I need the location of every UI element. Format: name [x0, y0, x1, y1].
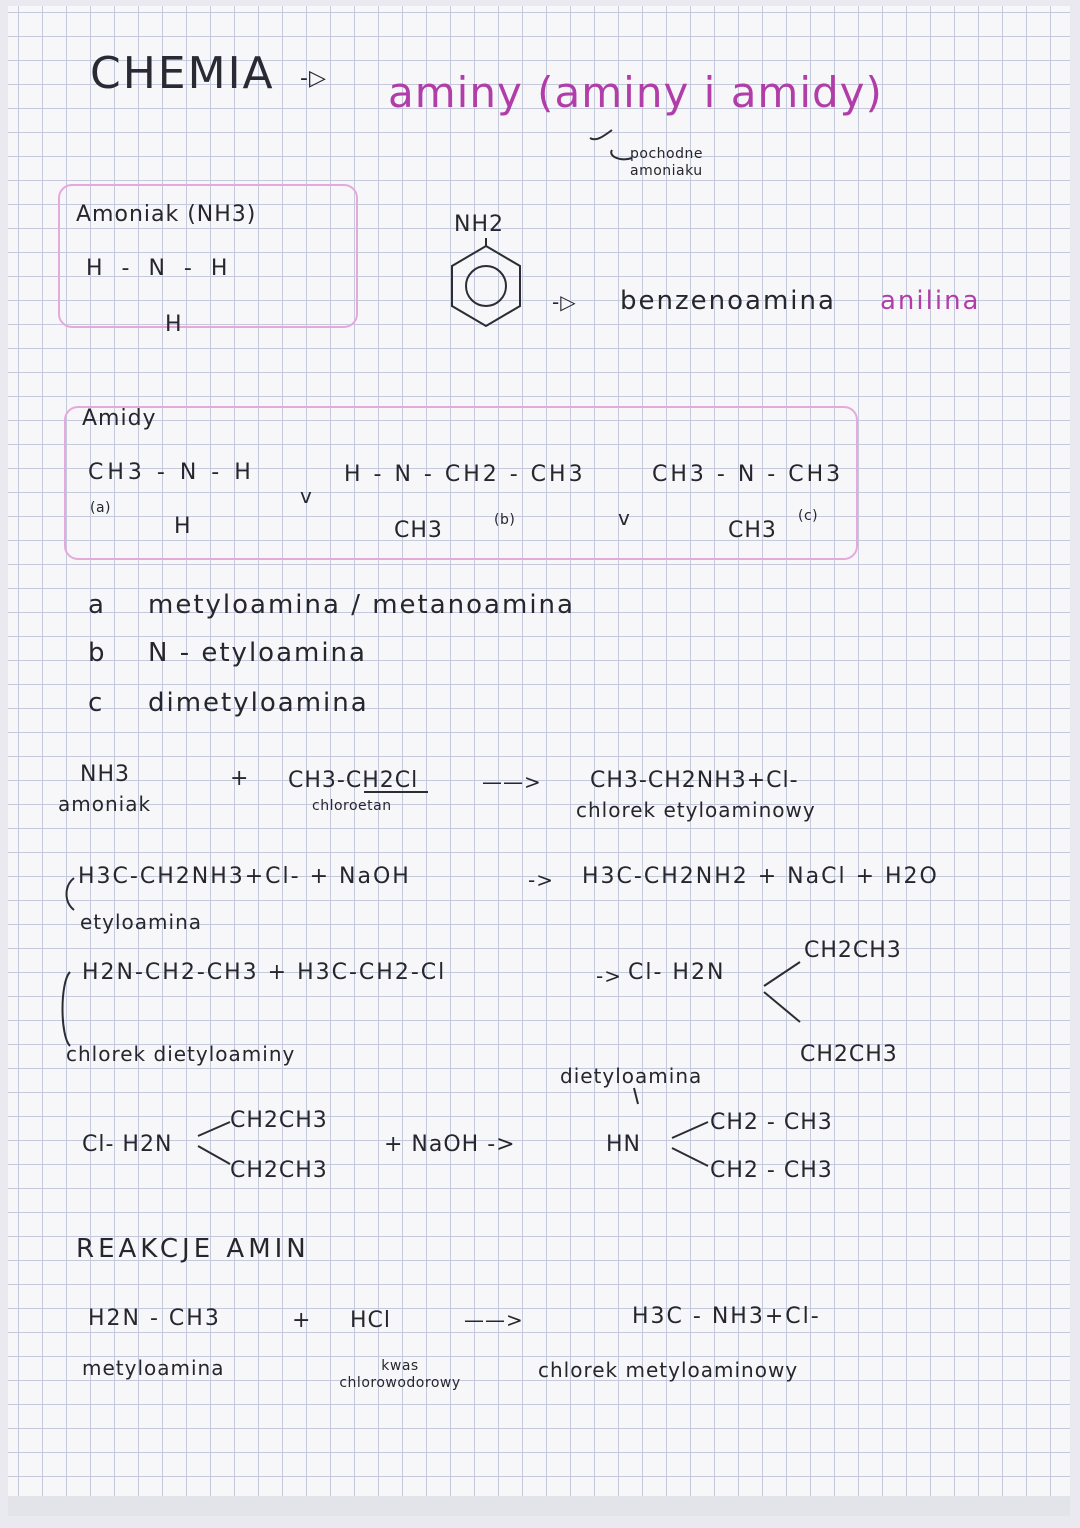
benzene-alt-name: anilina: [880, 286, 981, 316]
r3-product-sub-top: CH2CH3: [804, 938, 902, 963]
note-arrow-link: [611, 150, 632, 159]
benzene-ring-circle: [466, 266, 506, 306]
notebook-page: [8, 6, 1070, 1516]
r4-salt-branch-down: [198, 1146, 230, 1164]
benzene-name: benzenoamina: [620, 286, 836, 316]
r2-bracket: [67, 878, 75, 910]
ammonia-formula-row: H - N - H: [86, 256, 234, 281]
name-c-letter: c: [88, 688, 105, 718]
r3-arrow: ->: [596, 964, 622, 988]
name-a-text: metyloamina / metanoamina: [148, 590, 575, 620]
r3-name: chlorek dietyloaminy: [66, 1042, 296, 1066]
amine-a-bottom: H: [174, 514, 192, 539]
r2-left: H3C-CH2NH3+Cl- + NaOH: [78, 864, 411, 889]
r4-product-name: dietyloamina: [560, 1064, 703, 1088]
title-arrow: -▷: [300, 66, 327, 91]
amine-a-tag: (a): [90, 500, 112, 516]
r4-name-pointer: [634, 1088, 638, 1104]
benzene-ring: [452, 246, 520, 326]
r5-plus: +: [292, 1308, 312, 1333]
amine-b-tag: (b): [494, 512, 516, 528]
r4-prod-branch-down: [672, 1148, 708, 1166]
r4-prod-branch-up: [672, 1122, 708, 1138]
ammonia-label: Amoniak (NH3): [76, 202, 257, 227]
note-pochodne-amoniaku: pochodne amoniaku: [630, 146, 703, 179]
note-arrow-curve: [590, 130, 612, 139]
r4-salt-head: Cl- H2N: [82, 1132, 173, 1157]
handwritten-strokes: [8, 6, 1070, 1516]
title-chemia: CHEMIA: [90, 48, 275, 99]
compare-sign-2: v: [618, 506, 631, 530]
r2-arrow: ->: [528, 868, 554, 892]
compare-sign-1: v: [300, 484, 313, 508]
r2-product-name: etyloamina: [80, 910, 203, 934]
name-a-letter: a: [88, 590, 106, 620]
name-b-letter: b: [88, 638, 107, 668]
r4-salt-bottom: CH2CH3: [230, 1158, 328, 1183]
r5-arrow: ——>: [464, 1308, 524, 1332]
r5-reactant1-name: metyloamina: [82, 1356, 225, 1380]
r3-bracket: [63, 972, 71, 1046]
r1-reactant2: CH3-CH2Cl: [288, 768, 419, 793]
r4-reagent: + NaOH ->: [384, 1132, 516, 1157]
r3-left: H2N-CH2-CH3 + H3C-CH2-Cl: [82, 960, 447, 985]
r3-branch-down: [764, 992, 800, 1022]
title-aminy: aminy (aminy i amidy): [388, 68, 883, 117]
r5-reactant1: H2N - CH3: [88, 1306, 221, 1331]
r5-product: H3C - NH3+Cl-: [632, 1304, 821, 1329]
r1-reactant1: NH3: [80, 762, 130, 787]
r4-product-head: HN: [606, 1132, 641, 1157]
r3-product-sub-bottom: CH2CH3: [800, 1042, 898, 1067]
amidy-label: Amidy: [82, 406, 157, 431]
name-c-text: dimetyloamina: [148, 688, 369, 718]
r3-product-head: Cl- H2N: [628, 960, 726, 985]
r4-product-bottom: CH2 - CH3: [710, 1158, 833, 1183]
r2-right: H3C-CH2NH2 + NaCl + H2O: [582, 864, 939, 889]
benzene-arrow: -▷: [552, 290, 577, 314]
r4-salt-top: CH2CH3: [230, 1108, 328, 1133]
amine-b-bottom: CH3: [394, 518, 443, 543]
benzene-nh2: NH2: [454, 212, 504, 237]
r5-reactant2: HCl: [350, 1308, 392, 1333]
r4-salt-branch-up: [198, 1122, 230, 1136]
r4-product-top: CH2 - CH3: [710, 1110, 833, 1135]
amine-c-formula: CH3 - N - CH3: [652, 462, 844, 487]
r1-reactant2-name: chloroetan: [312, 798, 392, 814]
r3-branch-up: [764, 962, 800, 986]
amine-a-formula: CH3 - N - H: [88, 460, 255, 485]
r1-product-name: chlorek etyloaminowy: [576, 798, 816, 822]
name-b-text: N - etyloamina: [148, 638, 367, 668]
r5-reactant2-name: kwas chlorowodorowy: [339, 1358, 461, 1391]
r1-arrow: ——>: [482, 770, 542, 794]
r1-reactant1-name: amoniak: [58, 792, 152, 816]
amine-c-tag: (c): [798, 508, 819, 524]
r1-product: CH3-CH2NH3+Cl-: [590, 768, 799, 793]
amine-b-formula: H - N - CH2 - CH3: [344, 462, 586, 487]
ammonia-formula-bottom: H: [165, 312, 183, 337]
r1-plus: +: [230, 766, 250, 791]
amine-c-bottom: CH3: [728, 518, 777, 543]
section-reakcje-amin: REAKCJE AMIN: [76, 1234, 310, 1264]
r5-product-name: chlorek metyloaminowy: [538, 1358, 799, 1382]
